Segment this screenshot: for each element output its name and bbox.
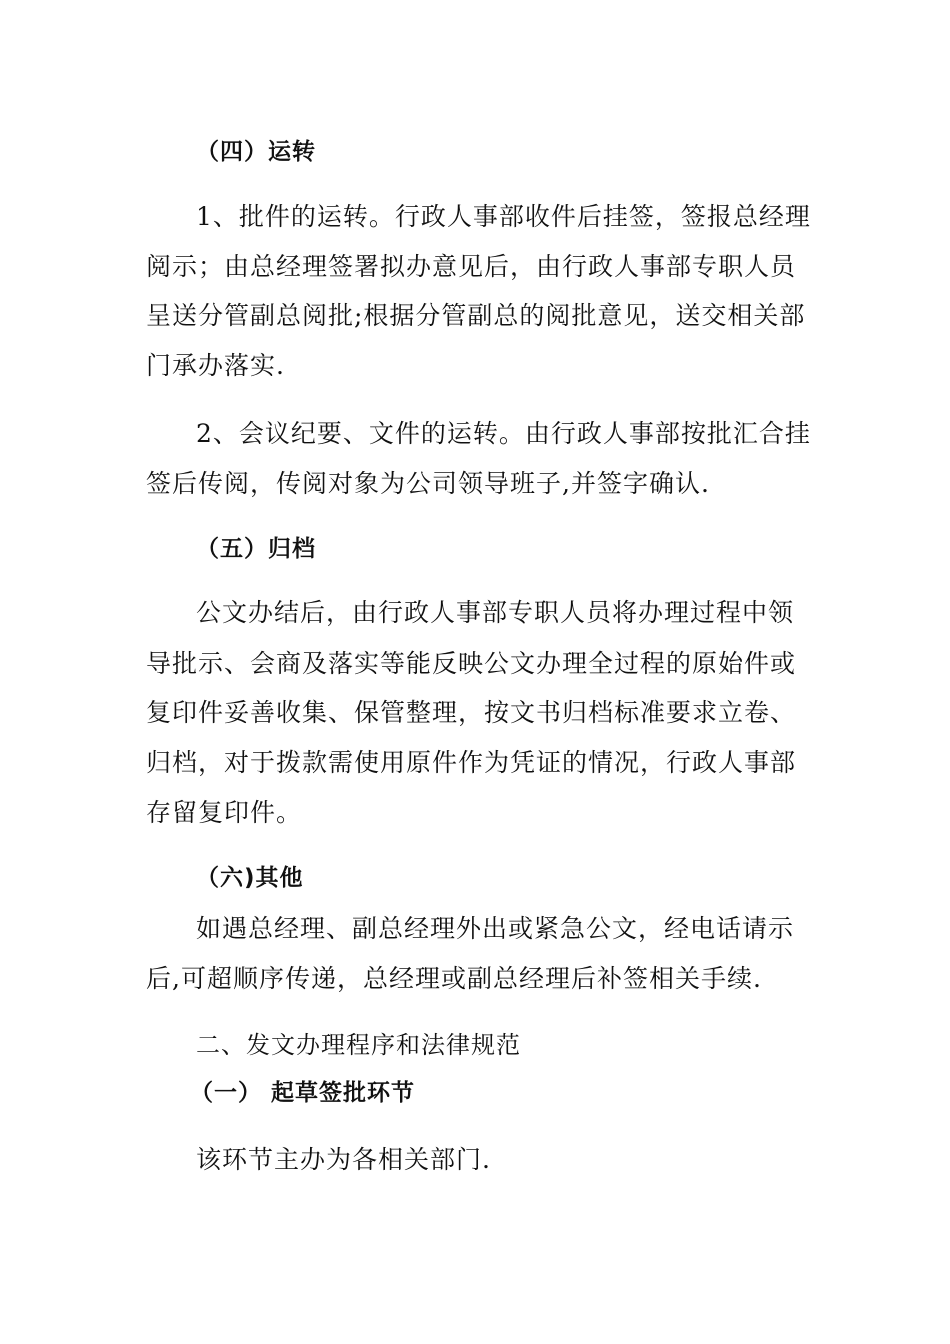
- paragraph-line: 门承办落实.: [146, 351, 285, 380]
- paragraph-line: 呈送分管副总阅批;根据分管副总的阅批意见，送交相关部: [146, 301, 806, 330]
- part-heading-2: 二、发文办理程序和法律规范: [196, 1031, 521, 1059]
- paragraph-line: 如遇总经理、副总经理外出或紧急公文，经电话请示: [196, 914, 795, 943]
- paragraph-line: 2、会议纪要、文件的运转。由行政人事部按批汇合挂: [196, 419, 811, 448]
- paragraph-line: 公文办结后，由行政人事部专职人员将办理过程中领: [196, 598, 795, 627]
- section-heading-6: （六)其他: [196, 865, 304, 891]
- paragraph-line: 归档，对于拨款需使用原件作为凭证的情况，行政人事部: [146, 748, 797, 777]
- section-heading-5: （五）归档: [196, 536, 316, 562]
- paragraph-line: 后,可超顺序传递，总经理或副总经理后补签相关手续.: [146, 964, 762, 993]
- paragraph-line: 该环节主办为各相关部门.: [196, 1145, 491, 1174]
- paragraph-line: 阅示；由总经理签署拟办意见后，由行政人事部专职人员: [146, 252, 797, 281]
- subsection-heading-1: （一） 起草签批环节: [190, 1080, 416, 1106]
- paragraph-line: 存留复印件。: [146, 798, 303, 827]
- paragraph-line: 1、批件的运转。行政人事部收件后挂签，签报总经理: [196, 202, 811, 231]
- section-heading-4: （四）运转: [196, 139, 316, 165]
- paragraph-line: 复印件妥善收集、保管整理，按文书归档标准要求立卷、: [146, 698, 797, 727]
- paragraph-line: 导批示、会商及落实等能反映公文办理全过程的原始件或: [146, 649, 797, 678]
- paragraph-line: 签后传阅，传阅对象为公司领导班子,并签字确认.: [146, 469, 710, 498]
